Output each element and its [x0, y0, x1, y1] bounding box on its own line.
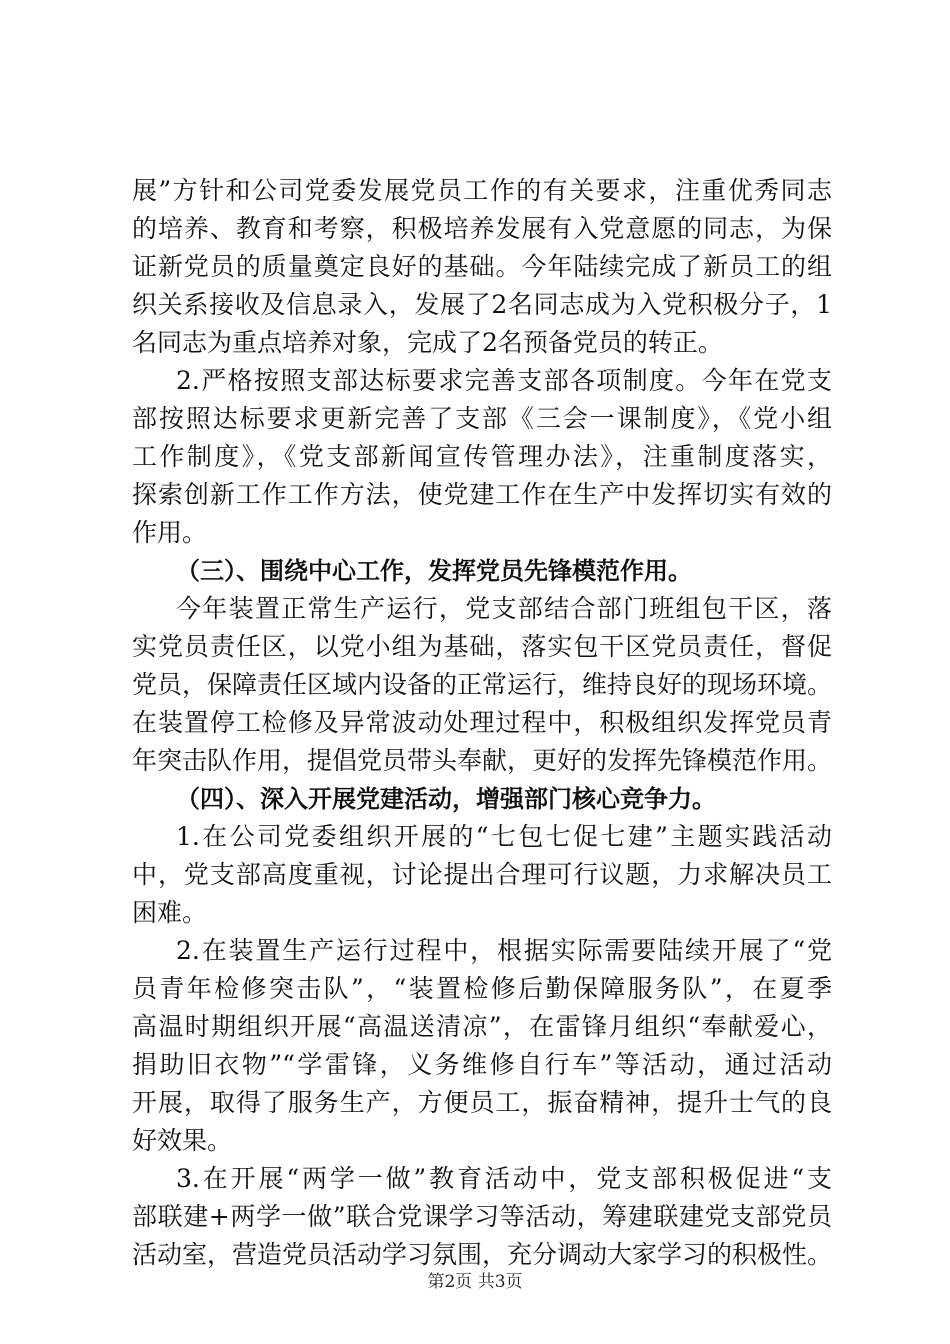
body-line: 党员，保障责任区域内设备的正常运行，维持良好的现场环境。: [132, 670, 832, 699]
body-line: 困难。: [132, 898, 208, 927]
body-line: 在装置停工检修及异常波动处理过程中，积极组织发挥党员青: [132, 708, 832, 737]
body-line: 高温时期组织开展“高温送清凉”，在雷锋月组织“奉献爱心，: [132, 1012, 832, 1041]
body-line: 3.在开展“两学一做”教育活动中，党支部积极促进“支: [176, 1164, 832, 1193]
body-line: 今年装置正常生产运行，党支部结合部门班组包干区，落: [176, 594, 832, 623]
body-line: 名同志为重点培养对象，完成了2名预备党员的转正。: [132, 328, 723, 357]
body-line: 织关系接收及信息录入，发展了2名同志成为入党积极分子，1: [132, 290, 832, 319]
body-line: 员青年检修突击队”，“装置检修后勤保障服务队”，在夏季: [132, 974, 832, 1003]
page-number-footer: 第2页 共3页: [427, 1272, 523, 1292]
body-line: 捐助旧衣物”“学雷锋，义务维修自行车”等活动，通过活动: [132, 1050, 832, 1079]
section-heading: （四）、深入开展党建活动，增强部门核心竞争力。: [176, 785, 716, 813]
body-line: 开展，取得了服务生产，方便员工，振奋精神，提升士气的良: [132, 1088, 832, 1117]
body-line: 年突击队作用，提倡党员带头奉献，更好的发挥先锋模范作用。: [132, 746, 832, 775]
body-line: 证新党员的质量奠定良好的基础。今年陆续完成了新员工的组: [132, 252, 832, 281]
body-line: 部联建+两学一做”联合党课学习等活动，筹建联建党支部党员: [132, 1202, 832, 1231]
body-line: 作用。: [132, 518, 208, 547]
body-line: 工作制度》，《党支部新闻宣传管理办法》，注重制度落实，: [132, 442, 832, 471]
body-line: 1.在公司党委组织开展的“七包七促七建”主题实践活动: [176, 822, 832, 851]
body-line: 2.在装置生产运行过程中，根据实际需要陆续开展了“党: [176, 936, 832, 965]
section-heading: （三）、围绕中心工作，发挥党员先锋模范作用。: [176, 557, 692, 585]
body-line: 活动室，营造党员活动学习氛围，充分调动大家学习的积极性。: [132, 1240, 832, 1269]
body-line: 的培养、教育和考察，积极培养发展有入党意愿的同志，为保: [132, 214, 832, 243]
body-line: 中，党支部高度重视，讨论提出合理可行议题，力求解决员工: [132, 860, 832, 889]
body-line: 实党员责任区，以党小组为基础，落实包干区党员责任，督促: [132, 632, 832, 661]
body-line: 2.严格按照支部达标要求完善支部各项制度。今年在党支: [176, 366, 832, 395]
body-line: 好效果。: [132, 1126, 233, 1155]
body-line: 探索创新工作工作方法，使党建工作在生产中发挥切实有效的: [132, 480, 832, 509]
body-line: 部按照达标要求更新完善了支部《三会一课制度》，《党小组: [132, 404, 832, 433]
body-line: 展”方针和公司党委发展党员工作的有关要求，注重优秀同志: [132, 176, 832, 205]
